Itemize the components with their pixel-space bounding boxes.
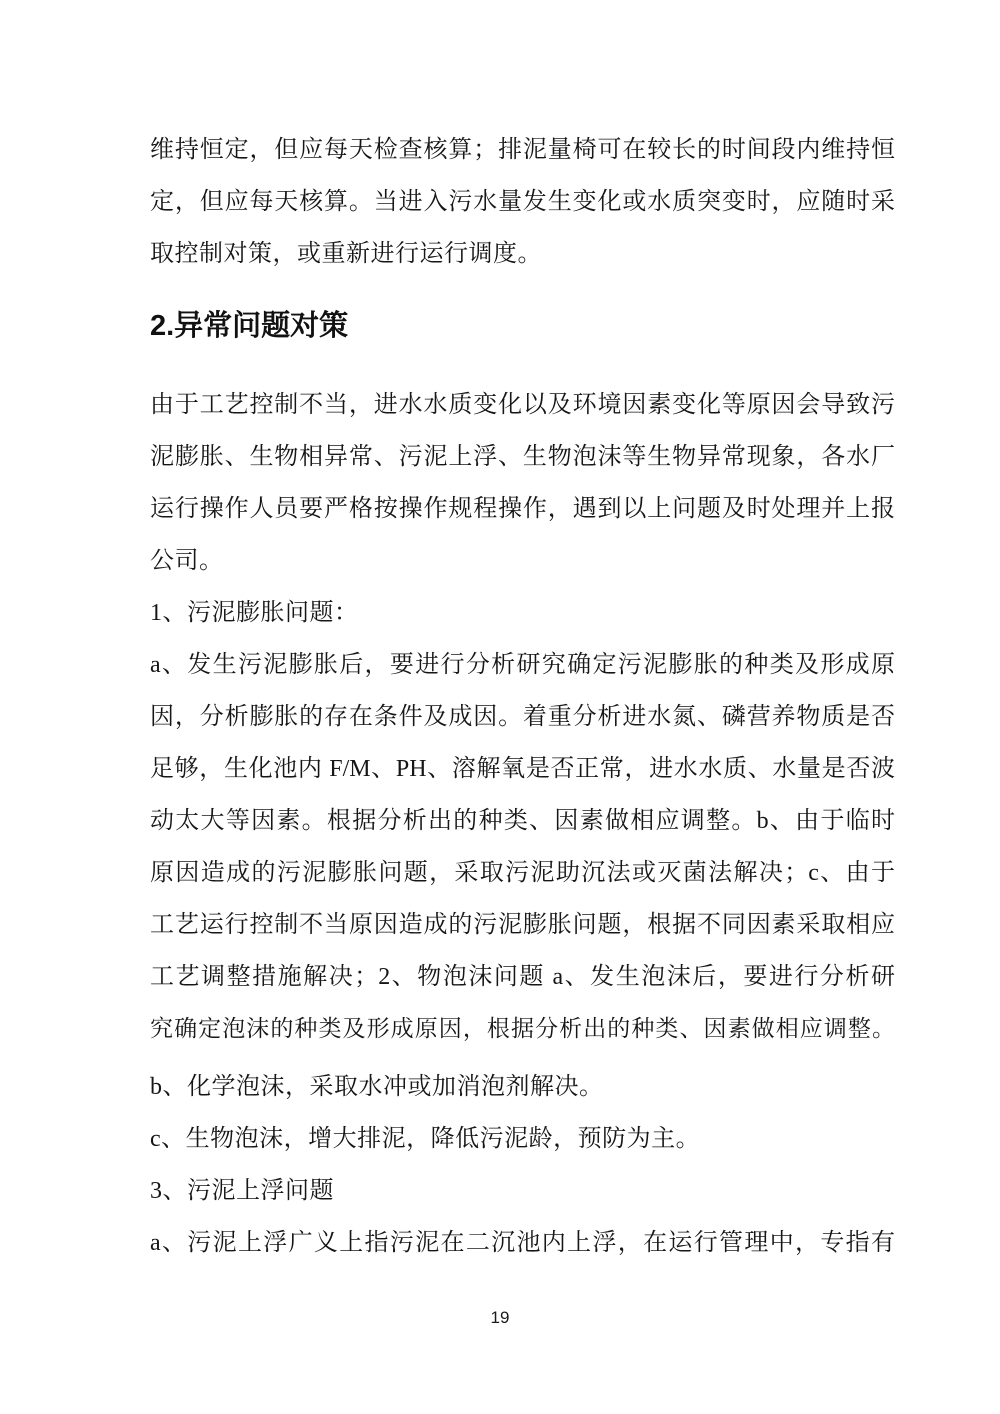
paragraph-line: 取控制对策，或重新进行运行调度。	[150, 241, 542, 267]
paragraph-line: 泥膨胀、生物相异常、污泥上浮、生物泡沫等生物异常现象，各水厂	[150, 444, 895, 470]
paragraph-line: 定，但应每天核算。当进入污水量发生变化或水质突变时，应随时采	[150, 189, 895, 215]
list-item-title: 3、污泥上浮问题	[150, 1178, 334, 1204]
list-item: b、化学泡沫，采取水冲或加消泡剂解决。	[150, 1074, 604, 1100]
paragraph-line: 足够，生化池内 F/M、PH、溶解氧是否正常，进水水质、水量是否波	[150, 756, 895, 782]
paragraph-line: 动太大等因素。根据分析出的种类、因素做相应调整。b、由于临时	[150, 808, 895, 834]
paragraph-line: 工艺调整措施解决；2、物泡沫问题 a、发生泡沫后，要进行分析研	[150, 964, 895, 990]
paragraph-line: 因，分析膨胀的存在条件及成因。着重分析进水氮、磷营养物质是否	[150, 704, 895, 730]
list-item-title: 1、污泥膨胀问题：	[150, 600, 359, 626]
paragraph-line: 维持恒定，但应每天检查核算；排泥量椅可在较长的时间段内维持恒	[150, 137, 895, 163]
paragraph-line: 公司。	[150, 548, 224, 574]
paragraph-line: 究确定泡沫的种类及形成原因，根据分析出的种类、因素做相应调整。	[150, 1016, 895, 1041]
section-heading: 2.异常问题对策	[150, 310, 349, 342]
paragraph-line: a、发生污泥膨胀后，要进行分析研究确定污泥膨胀的种类及形成原	[150, 652, 895, 678]
paragraph-line: 原因造成的污泥膨胀问题，采取污泥助沉法或灭菌法解决；c、由于	[150, 860, 895, 886]
page-number: 19	[490, 1308, 510, 1327]
paragraph-line: 运行操作人员要严格按操作规程操作，遇到以上问题及时处理并上报	[150, 496, 895, 522]
paragraph-line: 由于工艺控制不当，进水水质变化以及环境因素变化等原因会导致污	[150, 392, 895, 418]
paragraph-line: 工艺运行控制不当原因造成的污泥膨胀问题，根据不同因素采取相应	[150, 912, 895, 938]
page-footer	[0, 1306, 1000, 1330]
document-body	[150, 124, 895, 1269]
paragraph-line: a、污泥上浮广义上指污泥在二沉池内上浮，在运行管理中，专指有	[150, 1230, 895, 1256]
list-item: c、生物泡沫，增大排泥，降低污泥龄，预防为主。	[150, 1126, 701, 1152]
